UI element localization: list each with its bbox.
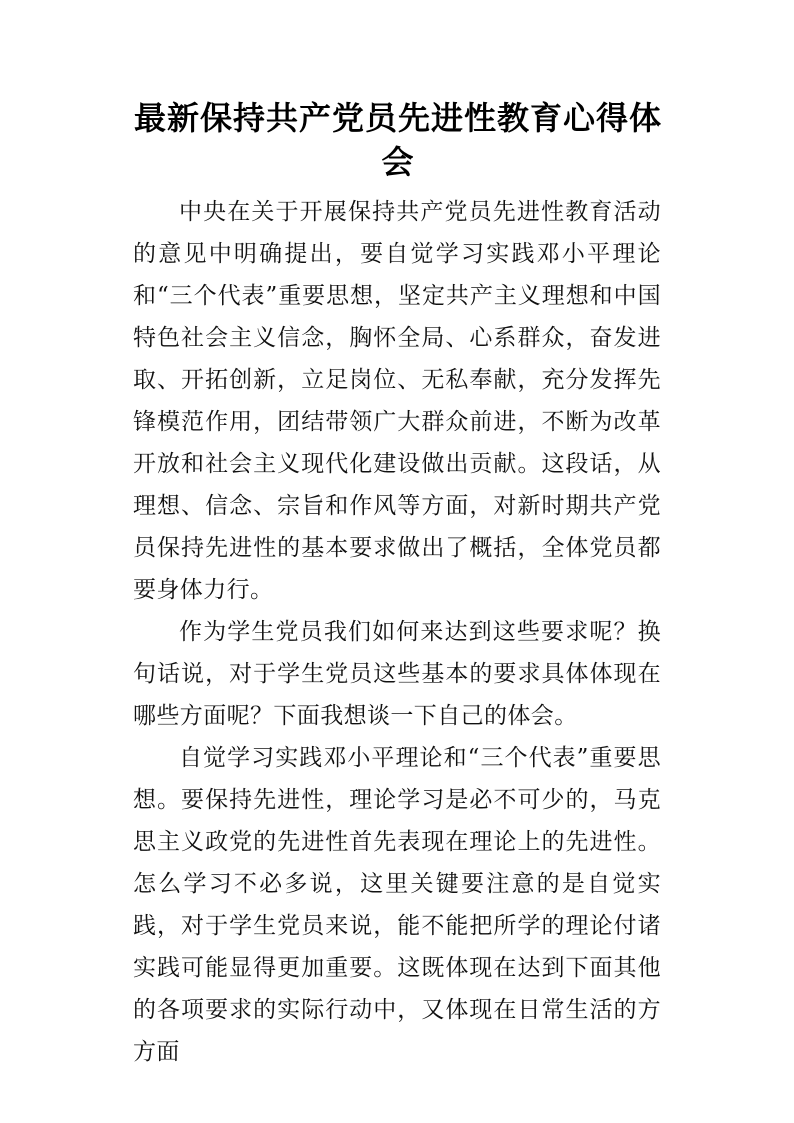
document-title: 最新保持共产党员先进性教育心得体会 bbox=[134, 99, 663, 181]
paragraph-1: 中央在关于开展保持共产党员先进性教育活动的意见中明确提出，要自觉学习实践邓小平理论和“三个代表”重要思想，坚定共产主义理想和中国特色社会主义信念，胸怀全局、心系群众，奋发进取、开拓创新，立足岗位、无私奉献，充分发挥先锋模范作用，团结带领广大群众前进，不断为改革开放和社会主义现代化建设做出贡献。这段话，从理想、信念、宗旨和作风等方面，对新时期共产党员保持先进性的基本要求做出了概括，全体党员都要身体力行。 bbox=[133, 199, 661, 603]
paragraph-3: 自觉学习实践邓小平理论和“三个代表”重要思想。要保持先进性，理论学习是必不可少的，马克思主义政党的先进性首先表现在理论上的先进性。怎么学习不必多说，这里关键要注意的是自觉实践，对于学生党员来说，能不能把所学的理论付诸实践可能显得更加重要。这既体现在达到下面其他的各项要求的实际行动中，又体现在日常生活的方方面 bbox=[133, 745, 661, 1065]
document-body bbox=[133, 191, 661, 1073]
paragraph-2: 作为学生党员我们如何来达到这些要求呢？换句话说，对于学生党员这些基本的要求具体体现在哪些方面呢？下面我想谈一下自己的体会。 bbox=[133, 619, 661, 729]
